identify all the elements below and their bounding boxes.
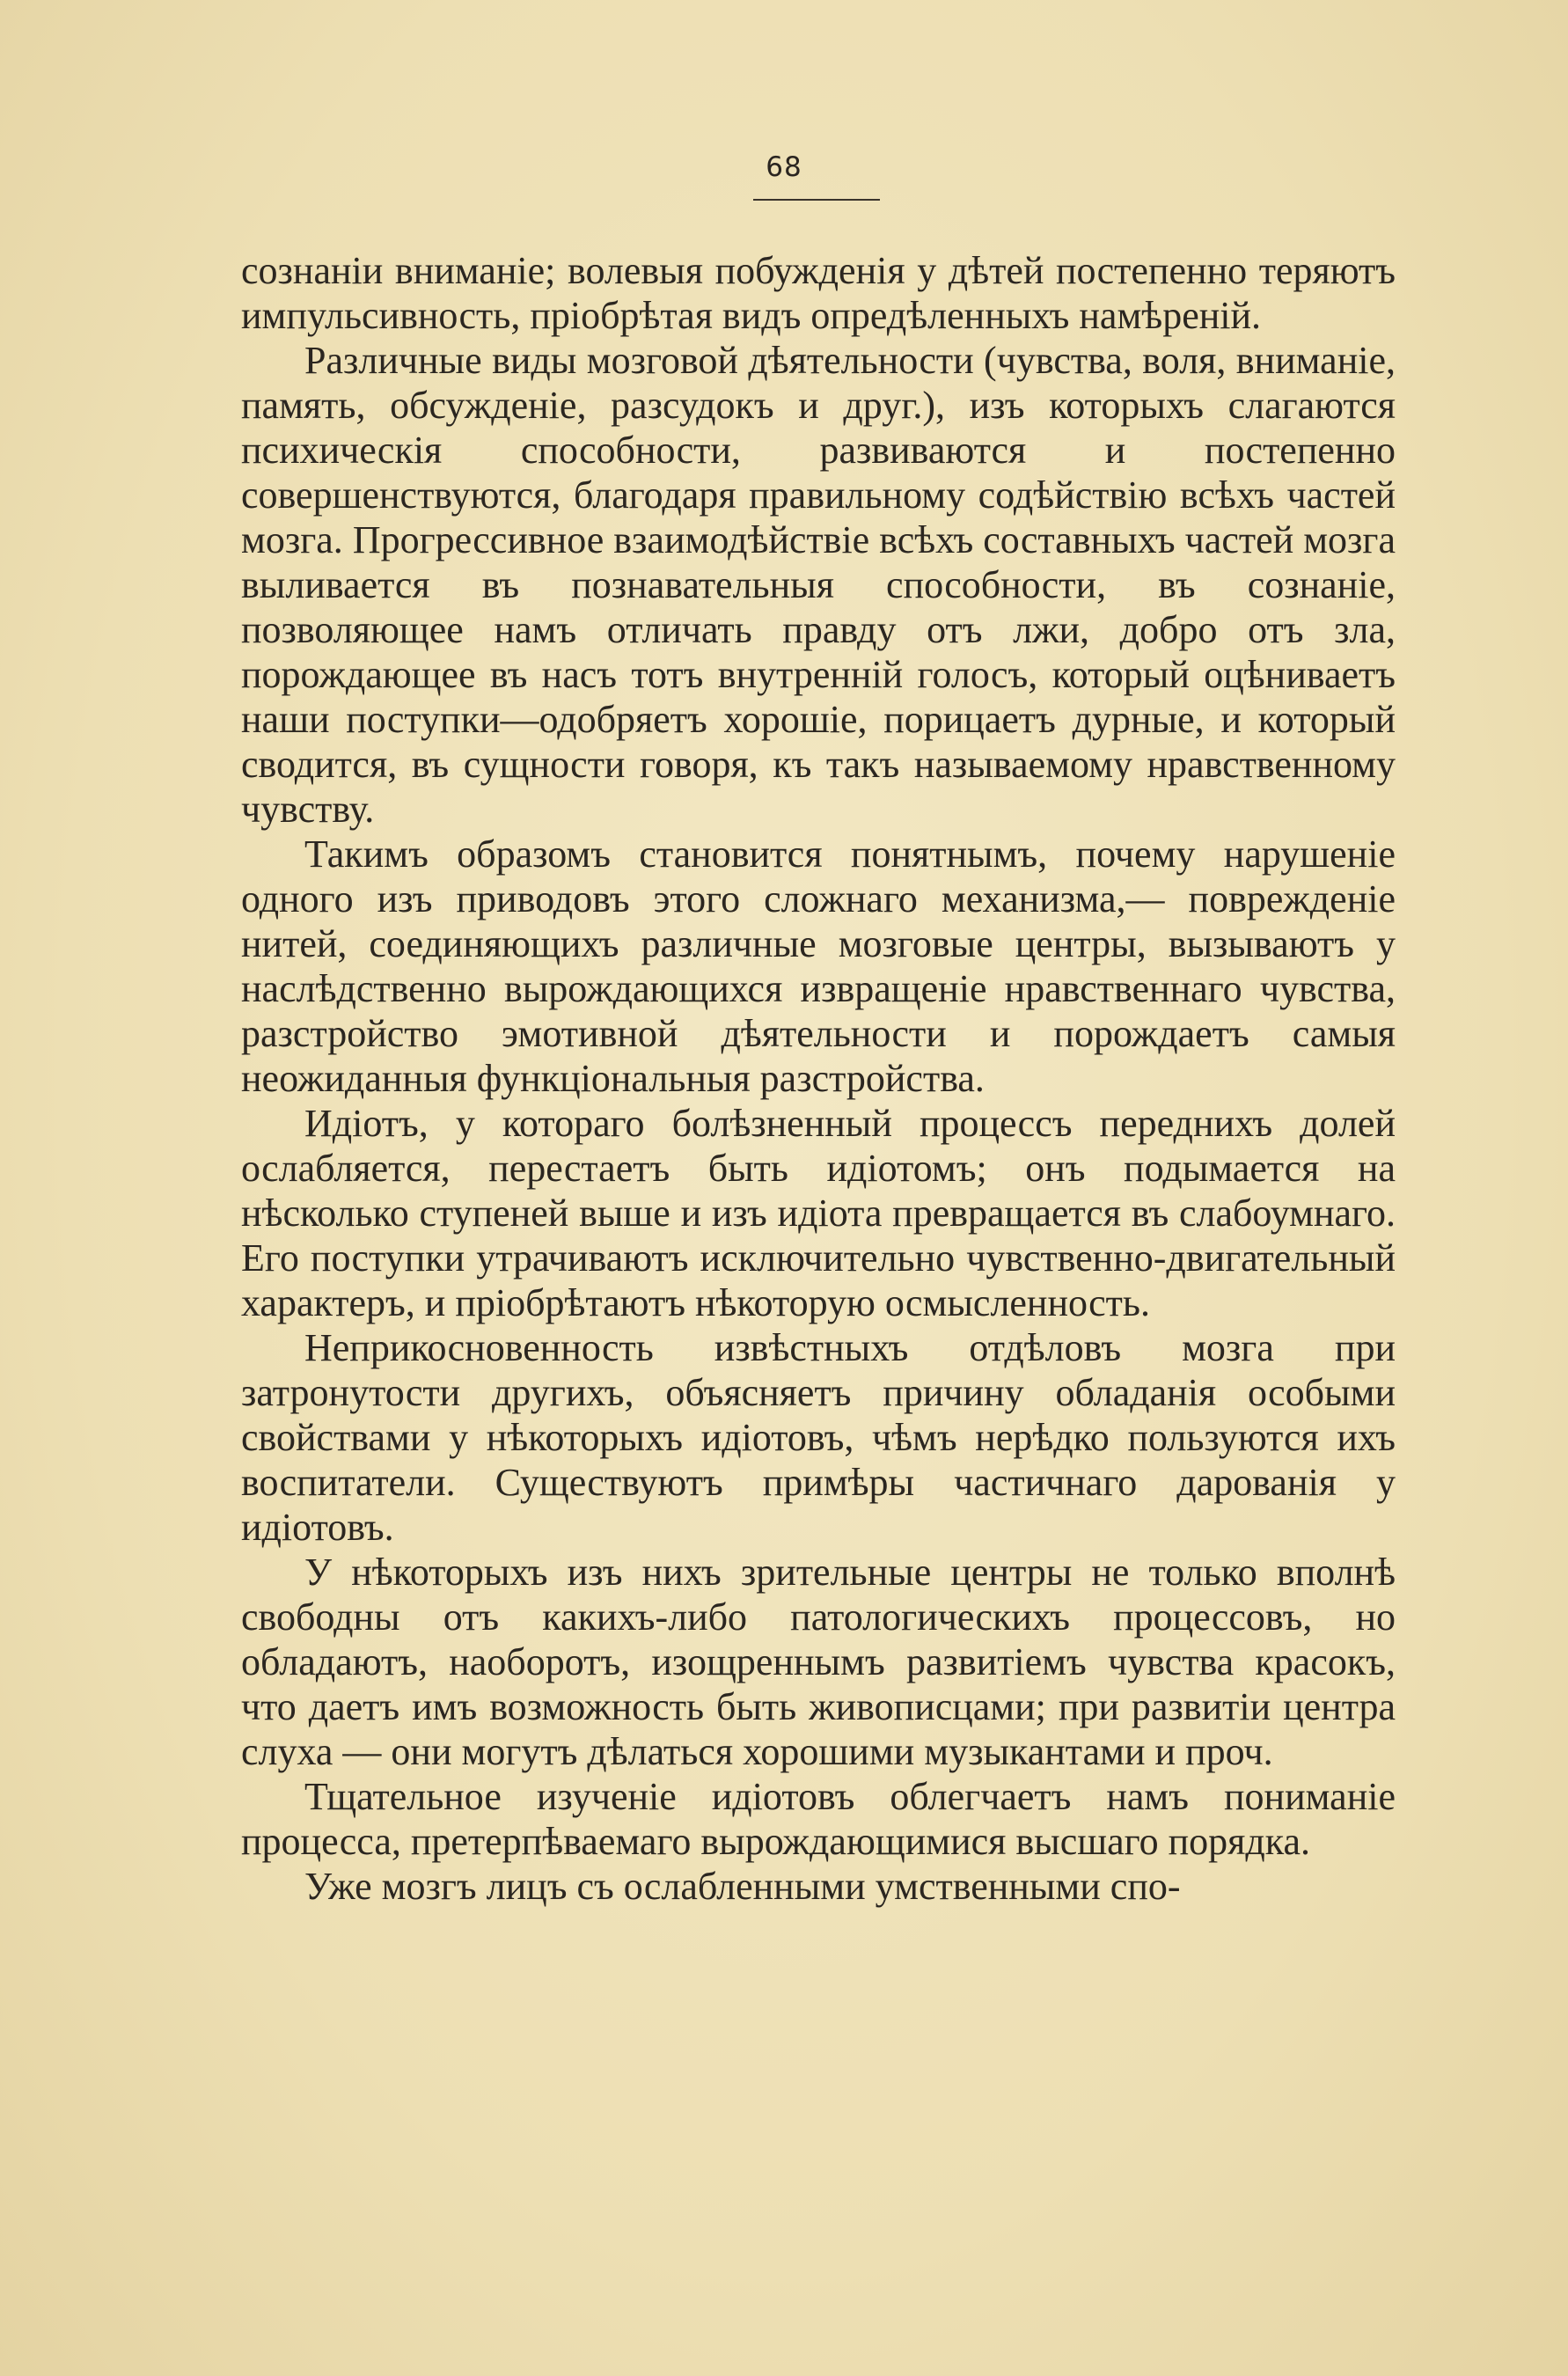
body-text xyxy=(241,248,1396,1909)
paragraph: Такимъ образомъ становится понятнымъ, почему нарушенiе одного изъ приводовъ этого сложнаго механизма,— поврежденiе нитей, соединяющихъ различные мозговые центры, вызываютъ у наслѣдственно вырождающихся извращенiе нравственнаго чувства, разстройство эмотивной дѣятельности и порождаетъ самыя неожиданныя функцiональныя разстройства. xyxy=(241,832,1396,1100)
paragraph: сознанiи вниманiе; волевыя побужденiя у дѣтей постепенно теряютъ импульсивность, прiобрѣтая видъ опредѣленныхъ намѣренiй. xyxy=(241,249,1396,337)
paragraph: Тщательное изученiе идiотовъ облегчаетъ намъ пониманiе процесса, претерпѣваемаго вырождающимися высшаго порядка. xyxy=(241,1775,1396,1863)
paragraph: Неприкосновенность извѣстныхъ отдѣловъ мозга при затронутости другихъ, объясняетъ причину обладанiя особыми свойствами у нѣкоторыхъ идiотовъ, чѣмъ нерѣдко пользуются ихъ воспитатели. Существуютъ примѣры частичнаго дарованiя у идiотовъ. xyxy=(241,1326,1396,1549)
page-number: 68 xyxy=(766,151,802,183)
paragraph: Уже мозгъ лицъ съ ослабленными умственными спо- xyxy=(304,1865,1181,1908)
paragraph: У нѣкоторыхъ изъ нихъ зрительные центры не только вполнѣ свободны отъ какихъ-либо патологическихъ процессовъ, но обладаютъ, наоборотъ, изощреннымъ развитiемъ чувства красокъ, что даетъ имъ возможность быть живописцами; при развитiи центра слуха — они могутъ дѣлаться хорошими музыкантами и проч. xyxy=(241,1551,1396,1773)
paragraph: Идiотъ, у котораго болѣзненный процессъ переднихъ долей ослабляется, перестаетъ быть идiотомъ; онъ подымается на нѣсколько ступеней выше и изъ идiота превращается въ слабоумнаго. Его поступки утрачиваютъ исключительно чувственно-двигательный характеръ, и прiобрѣтаютъ нѣкоторую осмысленность. xyxy=(241,1102,1396,1324)
page-number-rule xyxy=(753,199,880,201)
paragraph: Различные виды мозговой дѣятельности (чувства, воля, вниманiе, память, обсужденiе, разсудокъ и друг.), изъ которыхъ слагаются психическiя способности, развиваются и постепенно совершенствуются, благодаря правильному содѣйствiю всѣхъ частей мозга. Прогрессивное взаимодѣйствiе всѣхъ составныхъ частей мозга выливается въ познавательныя способности, въ сознанiе, позволяющее намъ отличать правду отъ лжи, добро отъ зла, порождающее въ насъ тотъ внутреннiй голосъ, который оцѣниваетъ наши поступки—одобряетъ хорошiе, порицаетъ дурные, и который сводится, въ сущности говоря, къ такъ называемому нравственному чувству. xyxy=(241,339,1396,831)
